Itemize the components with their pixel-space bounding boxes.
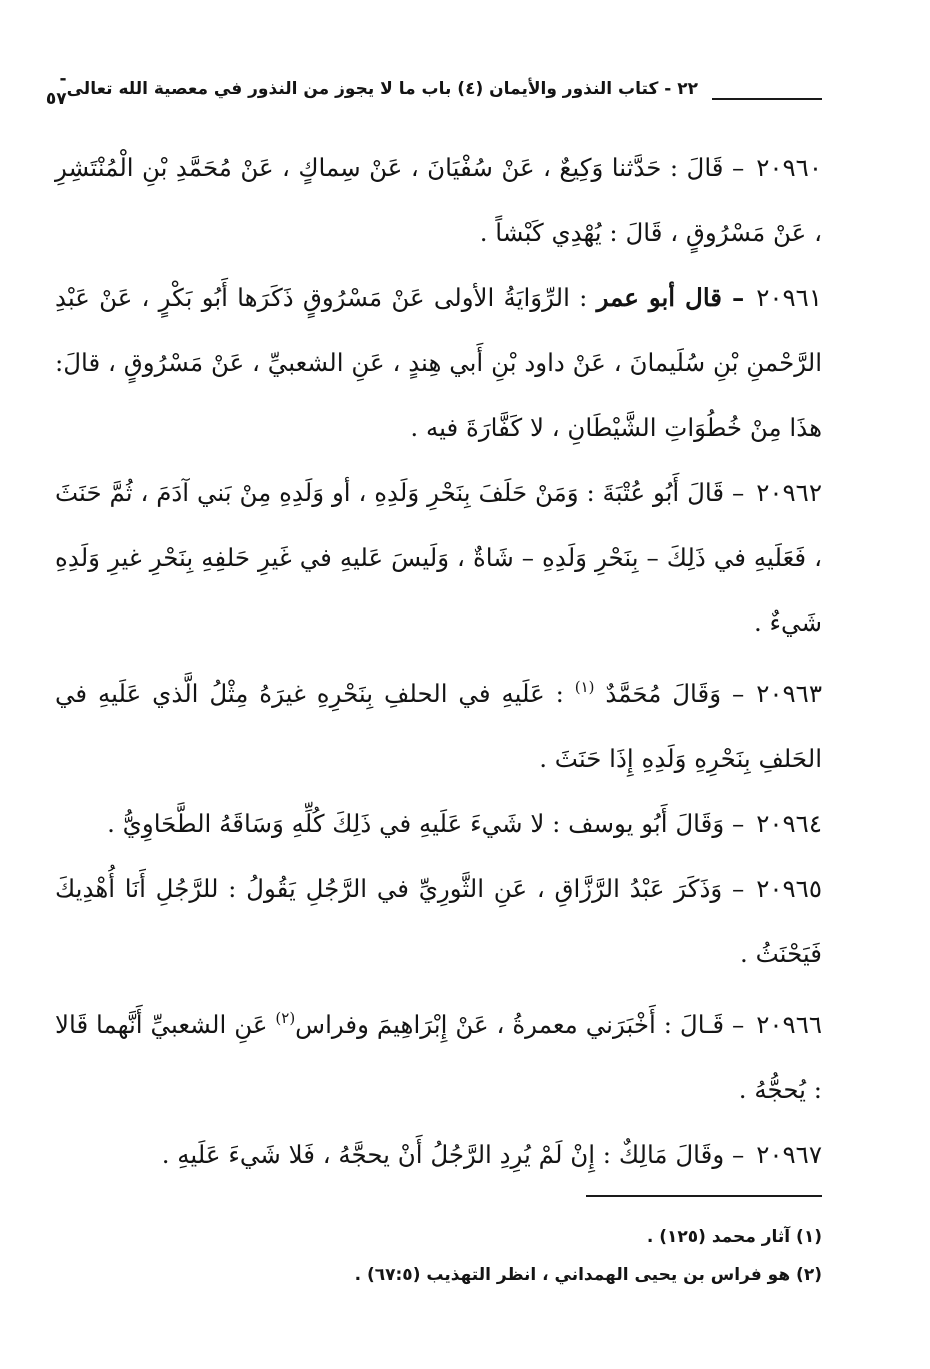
paragraph-number: ٢٠٩٦١ xyxy=(756,283,822,312)
paragraph-text-continued: : عَلَيهِ في الحلفِ بِنَحْرِهِ غيرَهُ مِثْلُ الَّذي عَلَيهِ في الحَلفِ بِنَحْرِهِ وَلَدِهِ إِذَا حَنَثَ . xyxy=(55,679,822,773)
footnote-ref-2[interactable]: (٢) xyxy=(275,1009,296,1027)
running-title: ٢٢ - كتاب النذور والأيمان (٤) باب ما لا يجوز من النذور في معصية الله تعالى xyxy=(66,79,698,99)
paragraph-text: : الرِّوَايَةُ الأولى عَنْ مَسْرُوقٍ ذَكَرَها أَبُو بَكْرٍ ، عَنْ عَبْدِ الرَّحْمنِ بْنِ سُلَيمانَ ، عَنْ داود بْنِ أَبي هِندٍ ، عَنِ الشعبيِّ ، عَنْ مَسْرُوقٍ ، قالَ: هذَا مِنْ خُطُوَاتِ الشَّيْطَانِ ، لا كَفَّارَةَ فيه . xyxy=(55,283,822,442)
paragraph-20960 xyxy=(55,135,822,265)
footnote-ref-1[interactable]: (١) xyxy=(574,678,595,696)
page-header xyxy=(45,69,822,109)
paragraph-text: – قَـالَ : أَخْبَرَني معمرةُ ، عَنْ إِبْرَاهِيمَ وفراس xyxy=(295,1010,745,1039)
paragraph-number: ٢٠٩٦٤ xyxy=(756,809,822,838)
paragraph-text: – قَالَ أَبُو عُتْبَةَ : وَمَنْ حَلَفَ بِنَحْرِ وَلَدِهِ ، أو وَلَدِهِ مِنْ بَني آدَمَ ، ثُمَّ حَنَثَ ، فَعَلَيهِ في ذَلِكَ – بِنَحْرِ وَلَدِهِ – شَاةٌ ، وَلَيسَ عَليهِ في غَيرِ حَلفِهِ بِنَحْرِ غيرِ وَلَدِهِ شَيءٌ . xyxy=(55,478,822,637)
paragraph-20964 xyxy=(55,791,822,856)
paragraph-number: ٢٠٩٦٣ xyxy=(756,679,822,708)
paragraph-text: – وَذَكَرَ عَبْدُ الرَّزَّاقِ ، عَنِ الثَّورِيِّ في الرَّجُلِ يَقُولُ : للرَّجُلِ أَنَا أُهْدِيكَ فَيَحْنَثُ . xyxy=(55,874,822,968)
paragraph-lead: – قال أبو عمر xyxy=(596,283,745,312)
paragraph-text: – وَقَالَ مُحَمَّدٌ xyxy=(605,679,745,708)
footnotes xyxy=(60,1218,822,1294)
page-number: - ٥٧ xyxy=(45,69,67,109)
paragraph-text: – وقَالَ مَالِكٌ : إِنْ لَمْ يُرِدِ الرَّجُلُ أَنْ يحجَّهُ ، فَلا شَيءَ عَلَيهِ . xyxy=(161,1140,745,1169)
paragraph-number: ٢٠٩٦٧ xyxy=(756,1140,822,1169)
paragraph-text-continued: عَنِ الشعبيِّ أَنَّهما قَالا : يُحجُّهُ . xyxy=(55,1010,822,1104)
paragraph-20966 xyxy=(55,986,822,1122)
paragraph-20967 xyxy=(55,1122,822,1187)
paragraph-20961 xyxy=(55,265,822,460)
paragraph-number: ٢٠٩٦٦ xyxy=(756,1010,823,1039)
footnote-2: (٢) هو فراس بن يحيى الهمداني ، انظر التهذيب (٦٧:٥) . xyxy=(354,1265,822,1285)
footnote-1: (١) آثار محمد (١٢٥) . xyxy=(646,1227,822,1247)
paragraph-20963 xyxy=(55,655,822,791)
paragraph-text: – قَالَ : حَدَّثنا وَكِيعٌ ، عَنْ سُفْيَانَ ، عَنْ سِماكٍ ، عَنْ مُحَمَّدِ بْنِ الْمُنْتَشِرِ ، عَنْ مَسْرُوقٍ ، قَالَ : يُهْدِي كَبْشاً . xyxy=(55,153,822,247)
paragraph-text: – وَقَالَ أَبُو يوسف : لا شَيءَ عَلَيهِ في ذَلِكَ كُلِّهِ وَسَاقَهُ الطَّحَاوِيُّ . xyxy=(107,809,745,838)
paragraph-number: ٢٠٩٦٢ xyxy=(756,478,822,507)
paragraph-20965 xyxy=(55,856,822,986)
footnote-separator xyxy=(586,1195,822,1197)
paragraph-number: ٢٠٩٦٥ xyxy=(756,874,822,903)
header-rule xyxy=(712,98,822,100)
paragraph-number: ٢٠٩٦٠ xyxy=(756,153,822,182)
paragraph-20962 xyxy=(55,460,822,655)
main-text xyxy=(55,135,822,1187)
